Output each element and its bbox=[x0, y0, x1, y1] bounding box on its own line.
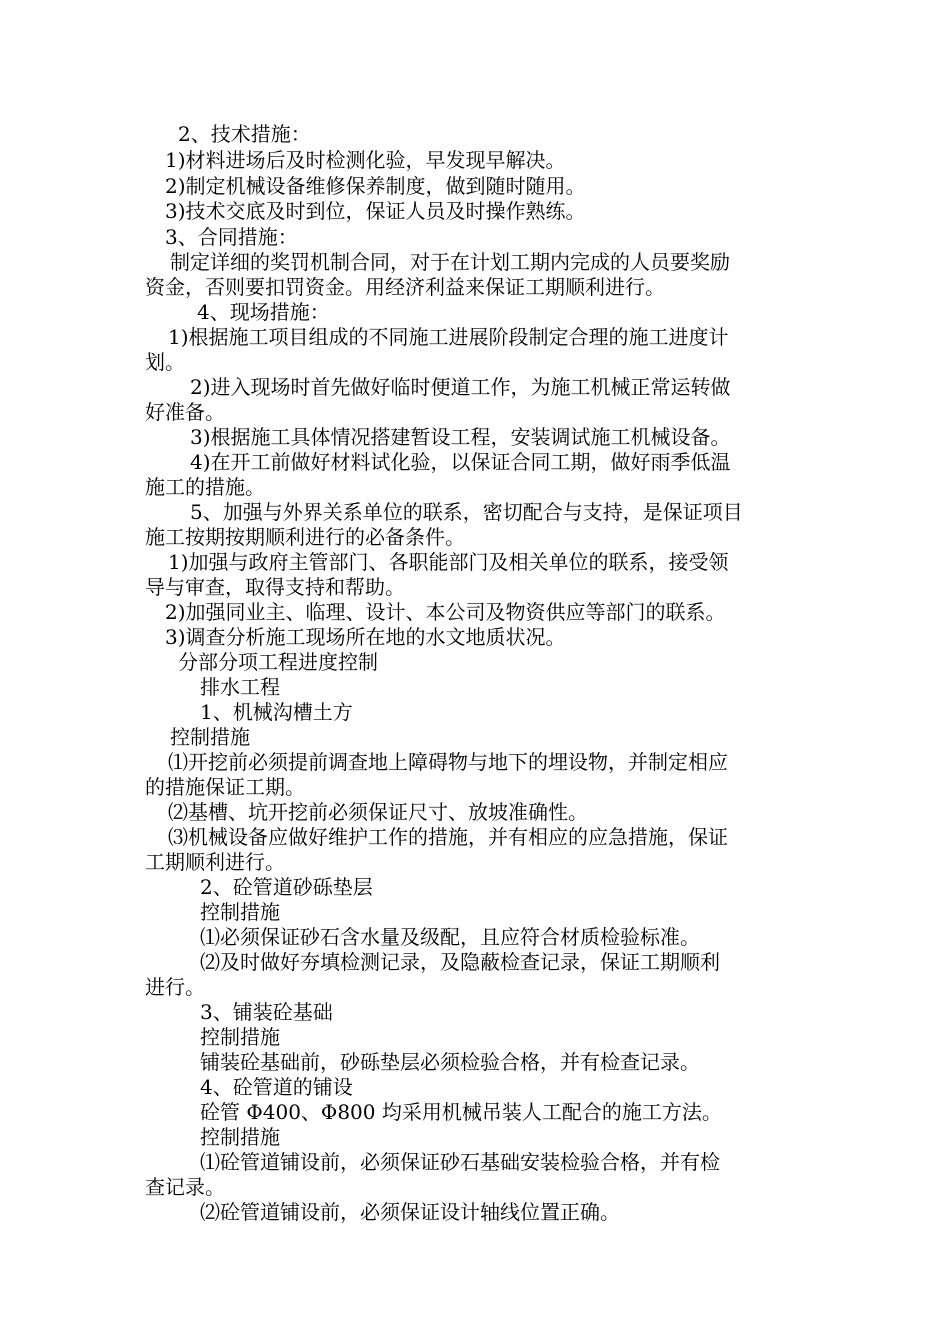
text-line: 控制措施 bbox=[200, 1025, 280, 1049]
text-line: ⑶机械设备应做好维护工作的措施，并有相应的应急措施，保证 bbox=[168, 825, 728, 849]
text-line: 控制措施 bbox=[200, 900, 280, 924]
text-line: 的措施保证工期。 bbox=[145, 775, 305, 799]
text-line: 2、技术措施： bbox=[178, 122, 311, 146]
text-line: 好准备。 bbox=[145, 400, 225, 424]
text-line: 控制措施 bbox=[200, 1125, 280, 1149]
text-line: 导与审查，取得支持和帮助。 bbox=[145, 575, 405, 599]
text-line: 3、合同措施： bbox=[165, 225, 298, 249]
text-line: 划。 bbox=[145, 350, 185, 374]
text-line: ⑴开挖前必须提前调查地上障碍物与地下的埋设物，并制定相应 bbox=[168, 750, 728, 774]
text-line: ⑴必须保证砂石含水量及级配，且应符合材质检验标准。 bbox=[200, 925, 700, 949]
text-line: 1、机械沟槽土方 bbox=[200, 700, 353, 724]
text-line: 查记录。 bbox=[145, 1175, 225, 1199]
text-line: 4)在开工前做好材料试化验，以保证合同工期，做好雨季低温 bbox=[190, 450, 731, 474]
text-line: 2)加强同业主、临理、设计、本公司及物资供应等部门的联系。 bbox=[165, 600, 726, 624]
text-line: 制定详细的奖罚机制合同，对于在计划工期内完成的人员要奖励 bbox=[170, 250, 730, 274]
text-line: 砼管 Φ400、Φ800 均采用机械吊装人工配合的施工方法。 bbox=[200, 1100, 722, 1124]
text-line: 施工的措施。 bbox=[145, 475, 265, 499]
text-line: 3)技术交底及时到位，保证人员及时操作熟练。 bbox=[165, 199, 586, 223]
text-line: 1)材料进场后及时检测化验，早发现早解决。 bbox=[165, 148, 566, 172]
text-line: ⑴砼管道铺设前，必须保证砂石基础安装检验合格，并有检 bbox=[200, 1150, 720, 1174]
text-line: ⑵及时做好夯填检测记录，及隐蔽检查记录，保证工期顺利 bbox=[200, 950, 720, 974]
text-line: 铺装砼基础前，砂砾垫层必须检验合格，并有检查记录。 bbox=[200, 1050, 700, 1074]
text-line: 1)根据施工项目组成的不同施工进展阶段制定合理的施工进度计 bbox=[168, 325, 729, 349]
text-line: 进行。 bbox=[145, 975, 205, 999]
text-line: 2)制定机械设备维修保养制度，做到随时随用。 bbox=[165, 174, 586, 198]
text-line: 分部分项工程进度控制 bbox=[178, 650, 378, 674]
text-line: 排水工程 bbox=[200, 675, 280, 699]
text-line: 控制措施 bbox=[170, 725, 250, 749]
text-line: 3)根据施工具体情况搭建暂设工程，安装调试施工机械设备。 bbox=[190, 425, 731, 449]
text-line: 4、砼管道的铺设 bbox=[200, 1075, 353, 1099]
text-line: 3、铺装砼基础 bbox=[200, 1000, 333, 1024]
text-line: ⑵基槽、坑开挖前必须保证尺寸、放坡准确性。 bbox=[168, 800, 588, 824]
text-line: 5、加强与外界关系单位的联系，密切配合与支持，是保证项目 bbox=[190, 500, 743, 524]
text-line: 1)加强与政府主管部门、各职能部门及相关单位的联系，接受领 bbox=[168, 550, 729, 574]
text-line: 4、现场措施： bbox=[197, 300, 330, 324]
text-line: 资金，否则要扣罚资金。用经济利益来保证工期顺利进行。 bbox=[145, 275, 665, 299]
text-line: ⑵砼管道铺设前，必须保证设计轴线位置正确。 bbox=[200, 1200, 620, 1224]
text-line: 施工按期按期顺利进行的必备条件。 bbox=[145, 525, 465, 549]
text-line: 工期顺利进行。 bbox=[145, 850, 285, 874]
text-line: 2)进入现场时首先做好临时便道工作，为施工机械正常运转做 bbox=[190, 375, 731, 399]
text-line: 2、砼管道砂砾垫层 bbox=[200, 875, 373, 899]
text-line: 3)调查分析施工现场所在地的水文地质状况。 bbox=[165, 625, 566, 649]
